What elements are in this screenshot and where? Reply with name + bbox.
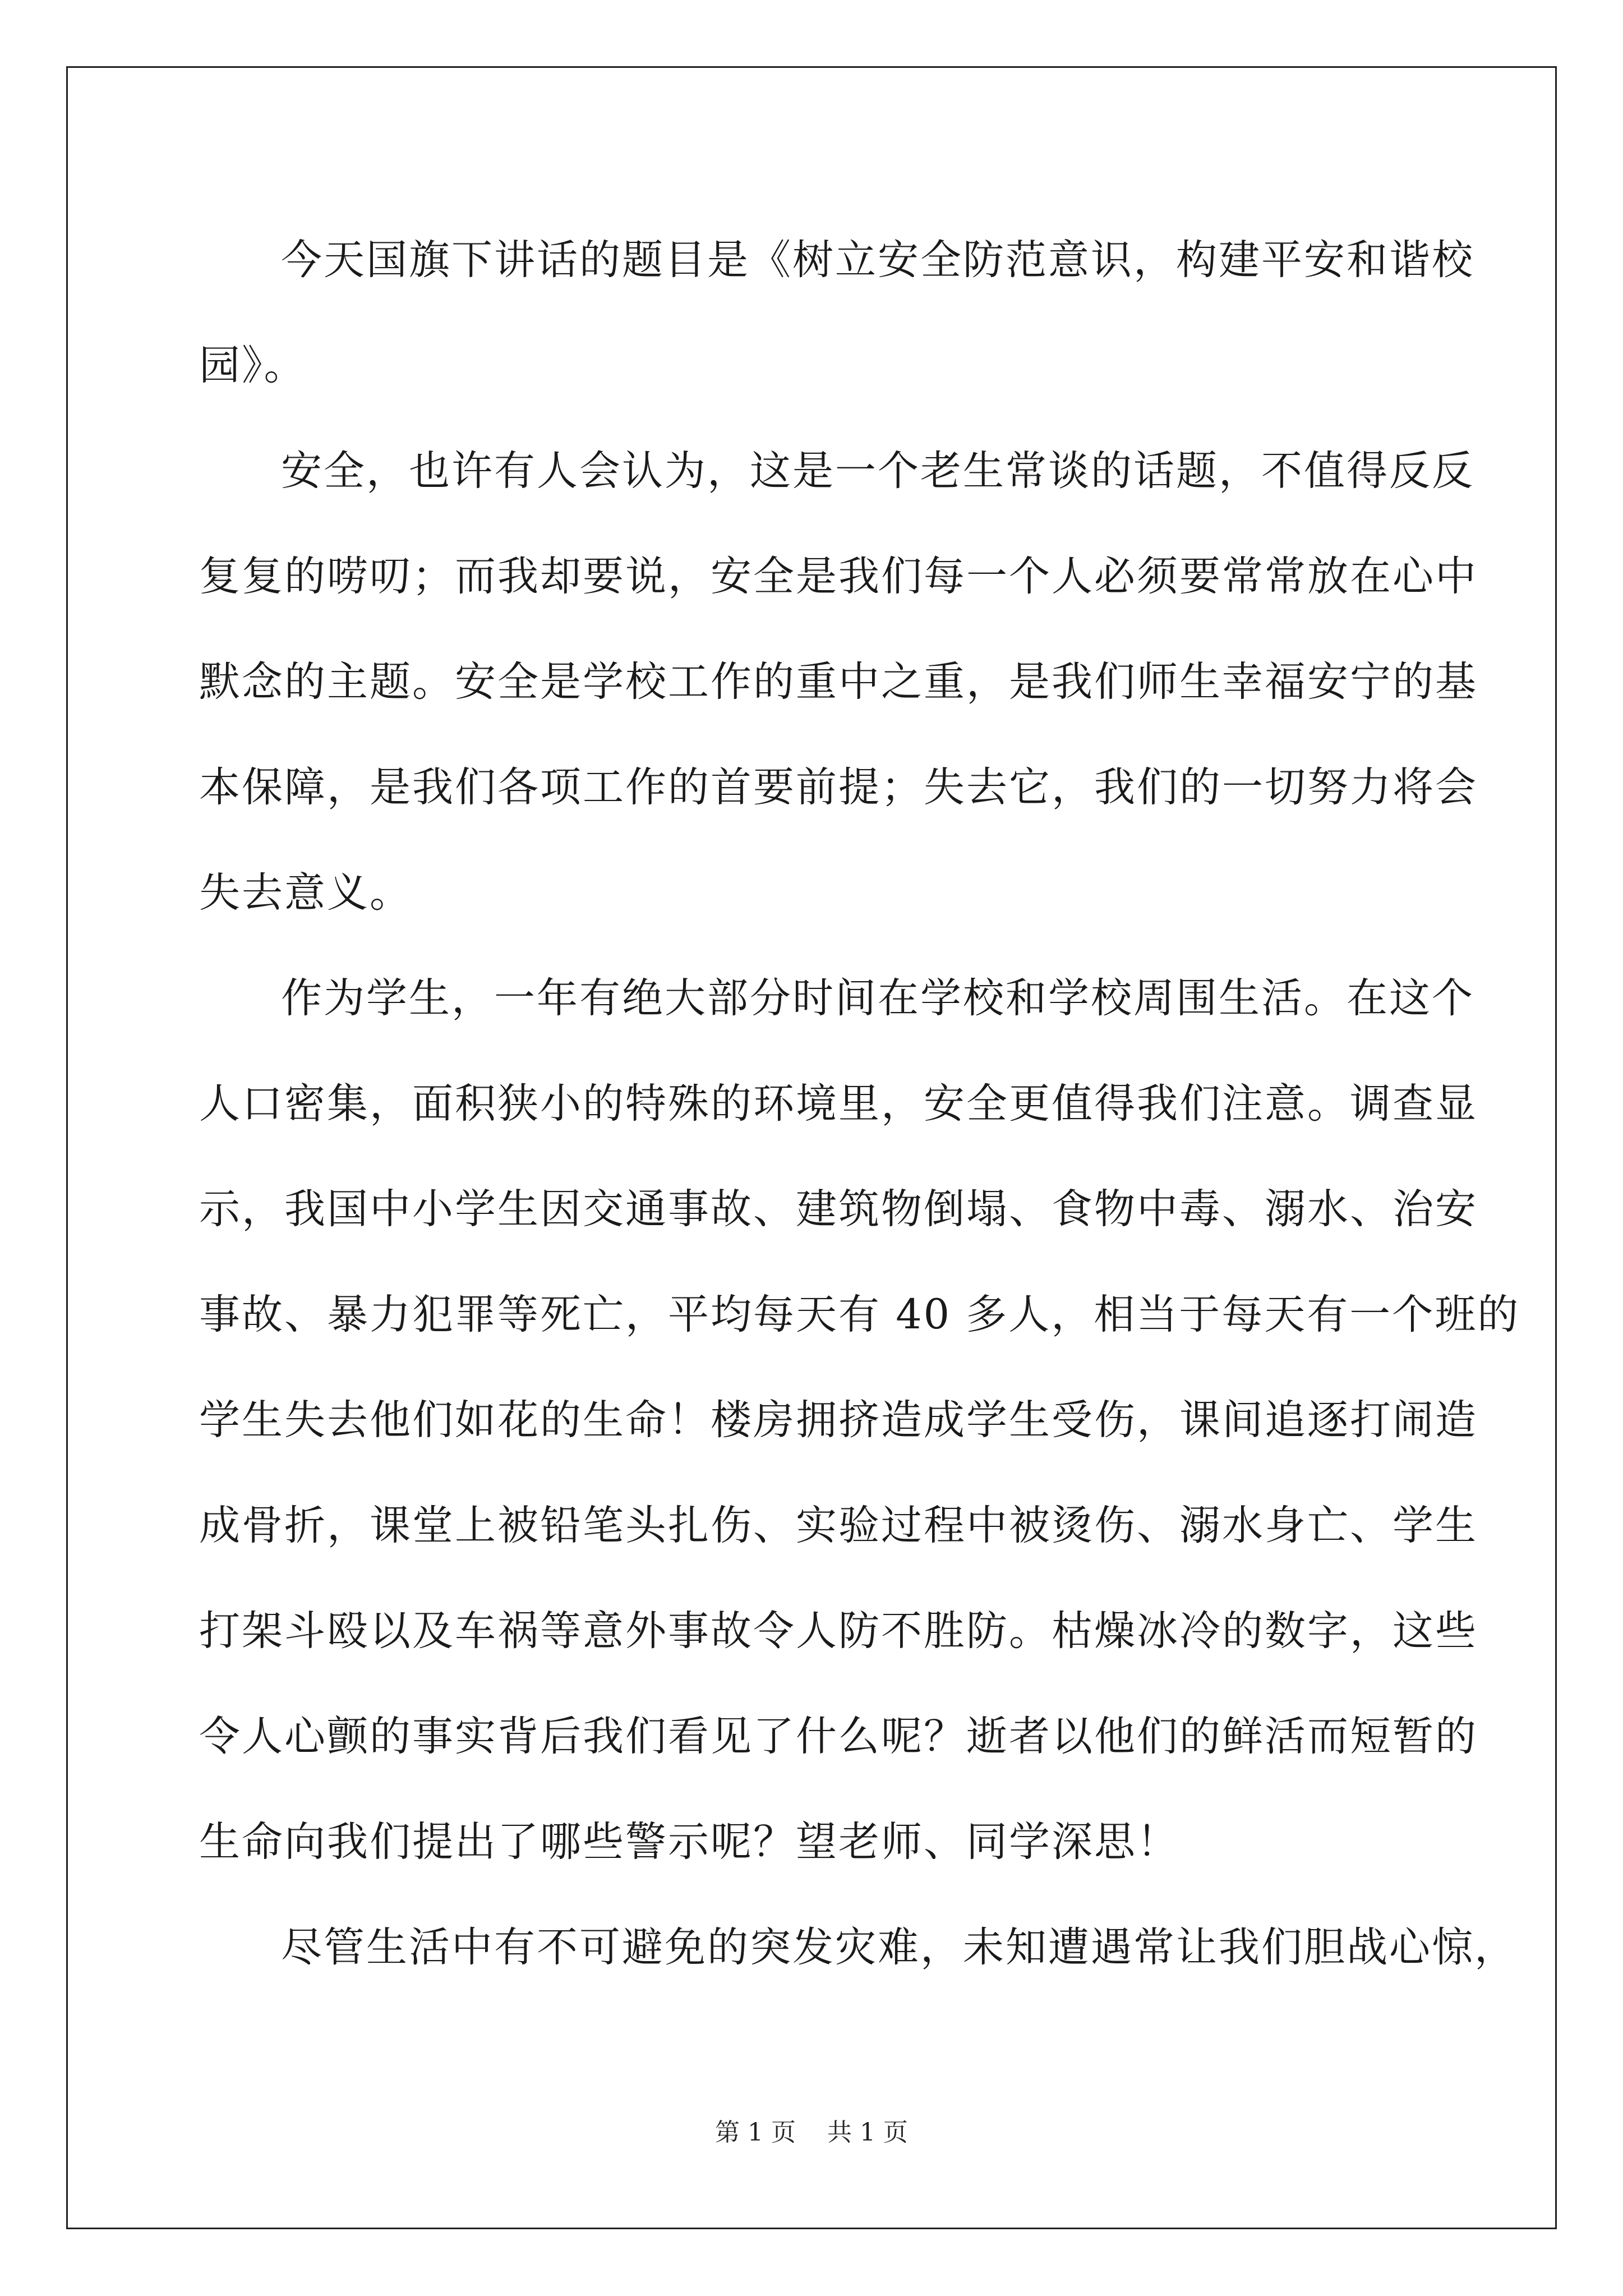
text-line: 示，我国中小学生因交通事故、建筑物倒塌、食物中毒、溺水、治安 (199, 1185, 1478, 1233)
text-line: 令人心颤的事实背后我们看见了什么呢？逝者以他们的鲜活而短暂的 (199, 1713, 1478, 1760)
text-line: 打架斗殴以及车祸等意外事故令人防不胜防。枯燥冰冷的数字，这些 (199, 1607, 1478, 1655)
page-footer: 第 1 页 共 1 页 (715, 2118, 908, 2147)
text-line: 尽管生活中有不可避免的突发灾难，未知遭遇常让我们胆战心惊， (281, 1924, 1517, 1971)
text-line: 默念的主题。安全是学校工作的重中之重，是我们师生幸福安宁的基 (199, 658, 1478, 706)
text-line: 学生失去他们如花的生命！楼房拥挤造成学生受伤，课间追逐打闹造 (199, 1396, 1478, 1444)
text-line: 园》。 (199, 342, 307, 389)
text-line: 失去意义。 (199, 869, 412, 917)
document-body (199, 208, 1520, 2000)
text-line: 人口密集，面积狭小的特殊的环境里，安全更值得我们注意。调查显 (199, 1080, 1478, 1128)
text-line: 成骨折，课堂上被铅笔头扎伤、实验过程中被烫伤、溺水身亡、学生 (199, 1502, 1478, 1549)
text-line: 作为学生，一年有绝大部分时间在学校和学校周围生活。在这个 (281, 974, 1474, 1022)
text-line: 安全，也许有人会认为，这是一个老生常谈的话题，不值得反反 (281, 447, 1474, 495)
text-line: 事故、暴力犯罪等死亡，平均每天有 40 多人，相当于每天有一个班的 (199, 1291, 1520, 1338)
text-line: 今天国旗下讲话的题目是《树立安全防范意识，构建平安和谐校 (281, 236, 1474, 284)
text-line: 复复的唠叨；而我却要说，安全是我们每一个人必须要常常放在心中 (199, 553, 1478, 600)
text-line: 本保障，是我们各项工作的首要前提；失去它，我们的一切努力将会 (199, 763, 1478, 811)
text-line: 生命向我们提出了哪些警示呢？望老师、同学深思！ (199, 1818, 1179, 1866)
